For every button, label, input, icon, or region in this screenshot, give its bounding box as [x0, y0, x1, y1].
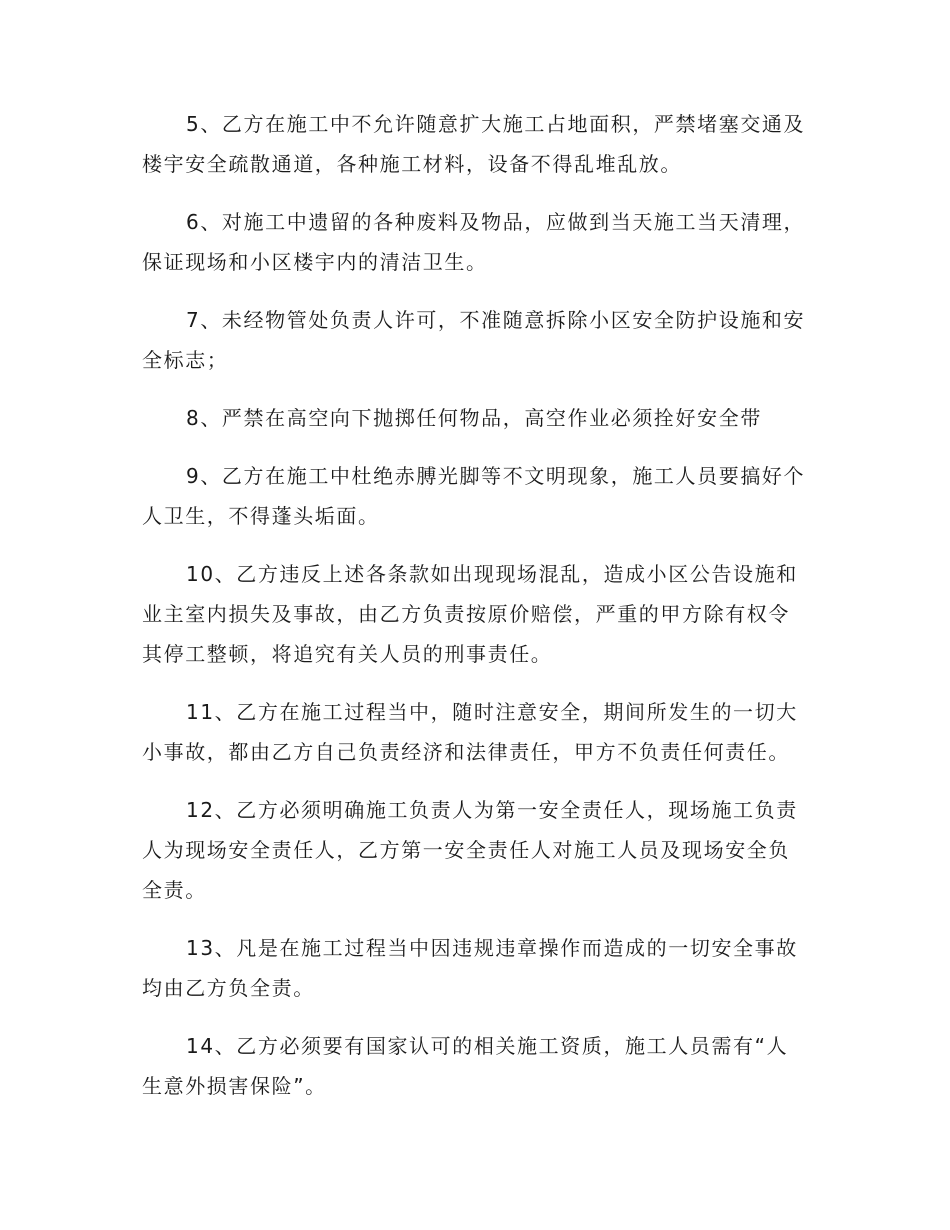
clause-6 — [142, 202, 808, 282]
clause-line: 全标志； — [142, 348, 229, 372]
clause-line: 9、乙方在施工中杜绝赤膊光脚等不文明现象，施工人员要搞好个 — [186, 464, 806, 488]
clause-9 — [142, 456, 808, 536]
clause-line: 人为现场安全责任人，乙方第一安全责任人对施工人员及现场安全负 — [142, 838, 790, 862]
clause-8 — [142, 398, 808, 438]
clause-13 — [142, 928, 808, 1008]
clause-line: 13、凡是在施工过程当中因违规违章操作而造成的一切安全事故 — [186, 936, 798, 960]
clause-line: 均由乙方负全责。 — [142, 976, 315, 1000]
clause-line: 5、乙方在施工中不允许随意扩大施工占地面积，严禁堵塞交通及 — [186, 112, 806, 136]
clause-line: 保证现场和小区楼宇内的清洁卫生。 — [142, 250, 488, 274]
clause-line: 生意外损害保险”。 — [142, 1074, 327, 1098]
clause-10 — [142, 554, 808, 674]
clause-7 — [142, 300, 808, 380]
clause-line: 全责。 — [142, 878, 207, 902]
clause-line: 7、未经物管处负责人许可，不准随意拆除小区安全防护设施和安 — [186, 308, 806, 332]
clause-14 — [142, 1026, 808, 1106]
clause-line: 6、对施工中遗留的各种废料及物品，应做到当天施工当天清理， — [186, 210, 806, 234]
clause-line: 业主室内损失及事故，由乙方负责按原价赔偿，严重的甲方除有权令 — [142, 602, 790, 626]
clause-line: 11、乙方在施工过程当中，随时注意安全，期间所发生的一切大 — [186, 700, 798, 724]
clause-line: 楼宇安全疏散通道，各种施工材料，设备不得乱堆乱放。 — [142, 152, 682, 176]
clause-line: 其停工整顿，将追究有关人员的刑事责任。 — [142, 642, 553, 666]
clause-line: 12、乙方必须明确施工负责人为第一安全责任人，现场施工负责 — [186, 798, 798, 822]
clause-11 — [142, 692, 808, 772]
clause-line: 8、严禁在高空向下抛掷任何物品，高空作业必须拴好安全带 — [186, 406, 762, 430]
clause-5 — [142, 104, 808, 184]
clause-line: 人卫生，不得蓬头垢面。 — [142, 504, 380, 528]
clause-12 — [142, 790, 808, 910]
clause-line: 10、乙方违反上述各条款如出现现场混乱，造成小区公告设施和 — [186, 562, 798, 586]
document-page — [142, 104, 808, 1124]
clause-line: 14、乙方必须要有国家认可的相关施工资质，施工人员需有“人 — [186, 1034, 789, 1058]
clause-line: 小事故，都由乙方自己负责经济和法律责任，甲方不负责任何责任。 — [142, 740, 790, 764]
